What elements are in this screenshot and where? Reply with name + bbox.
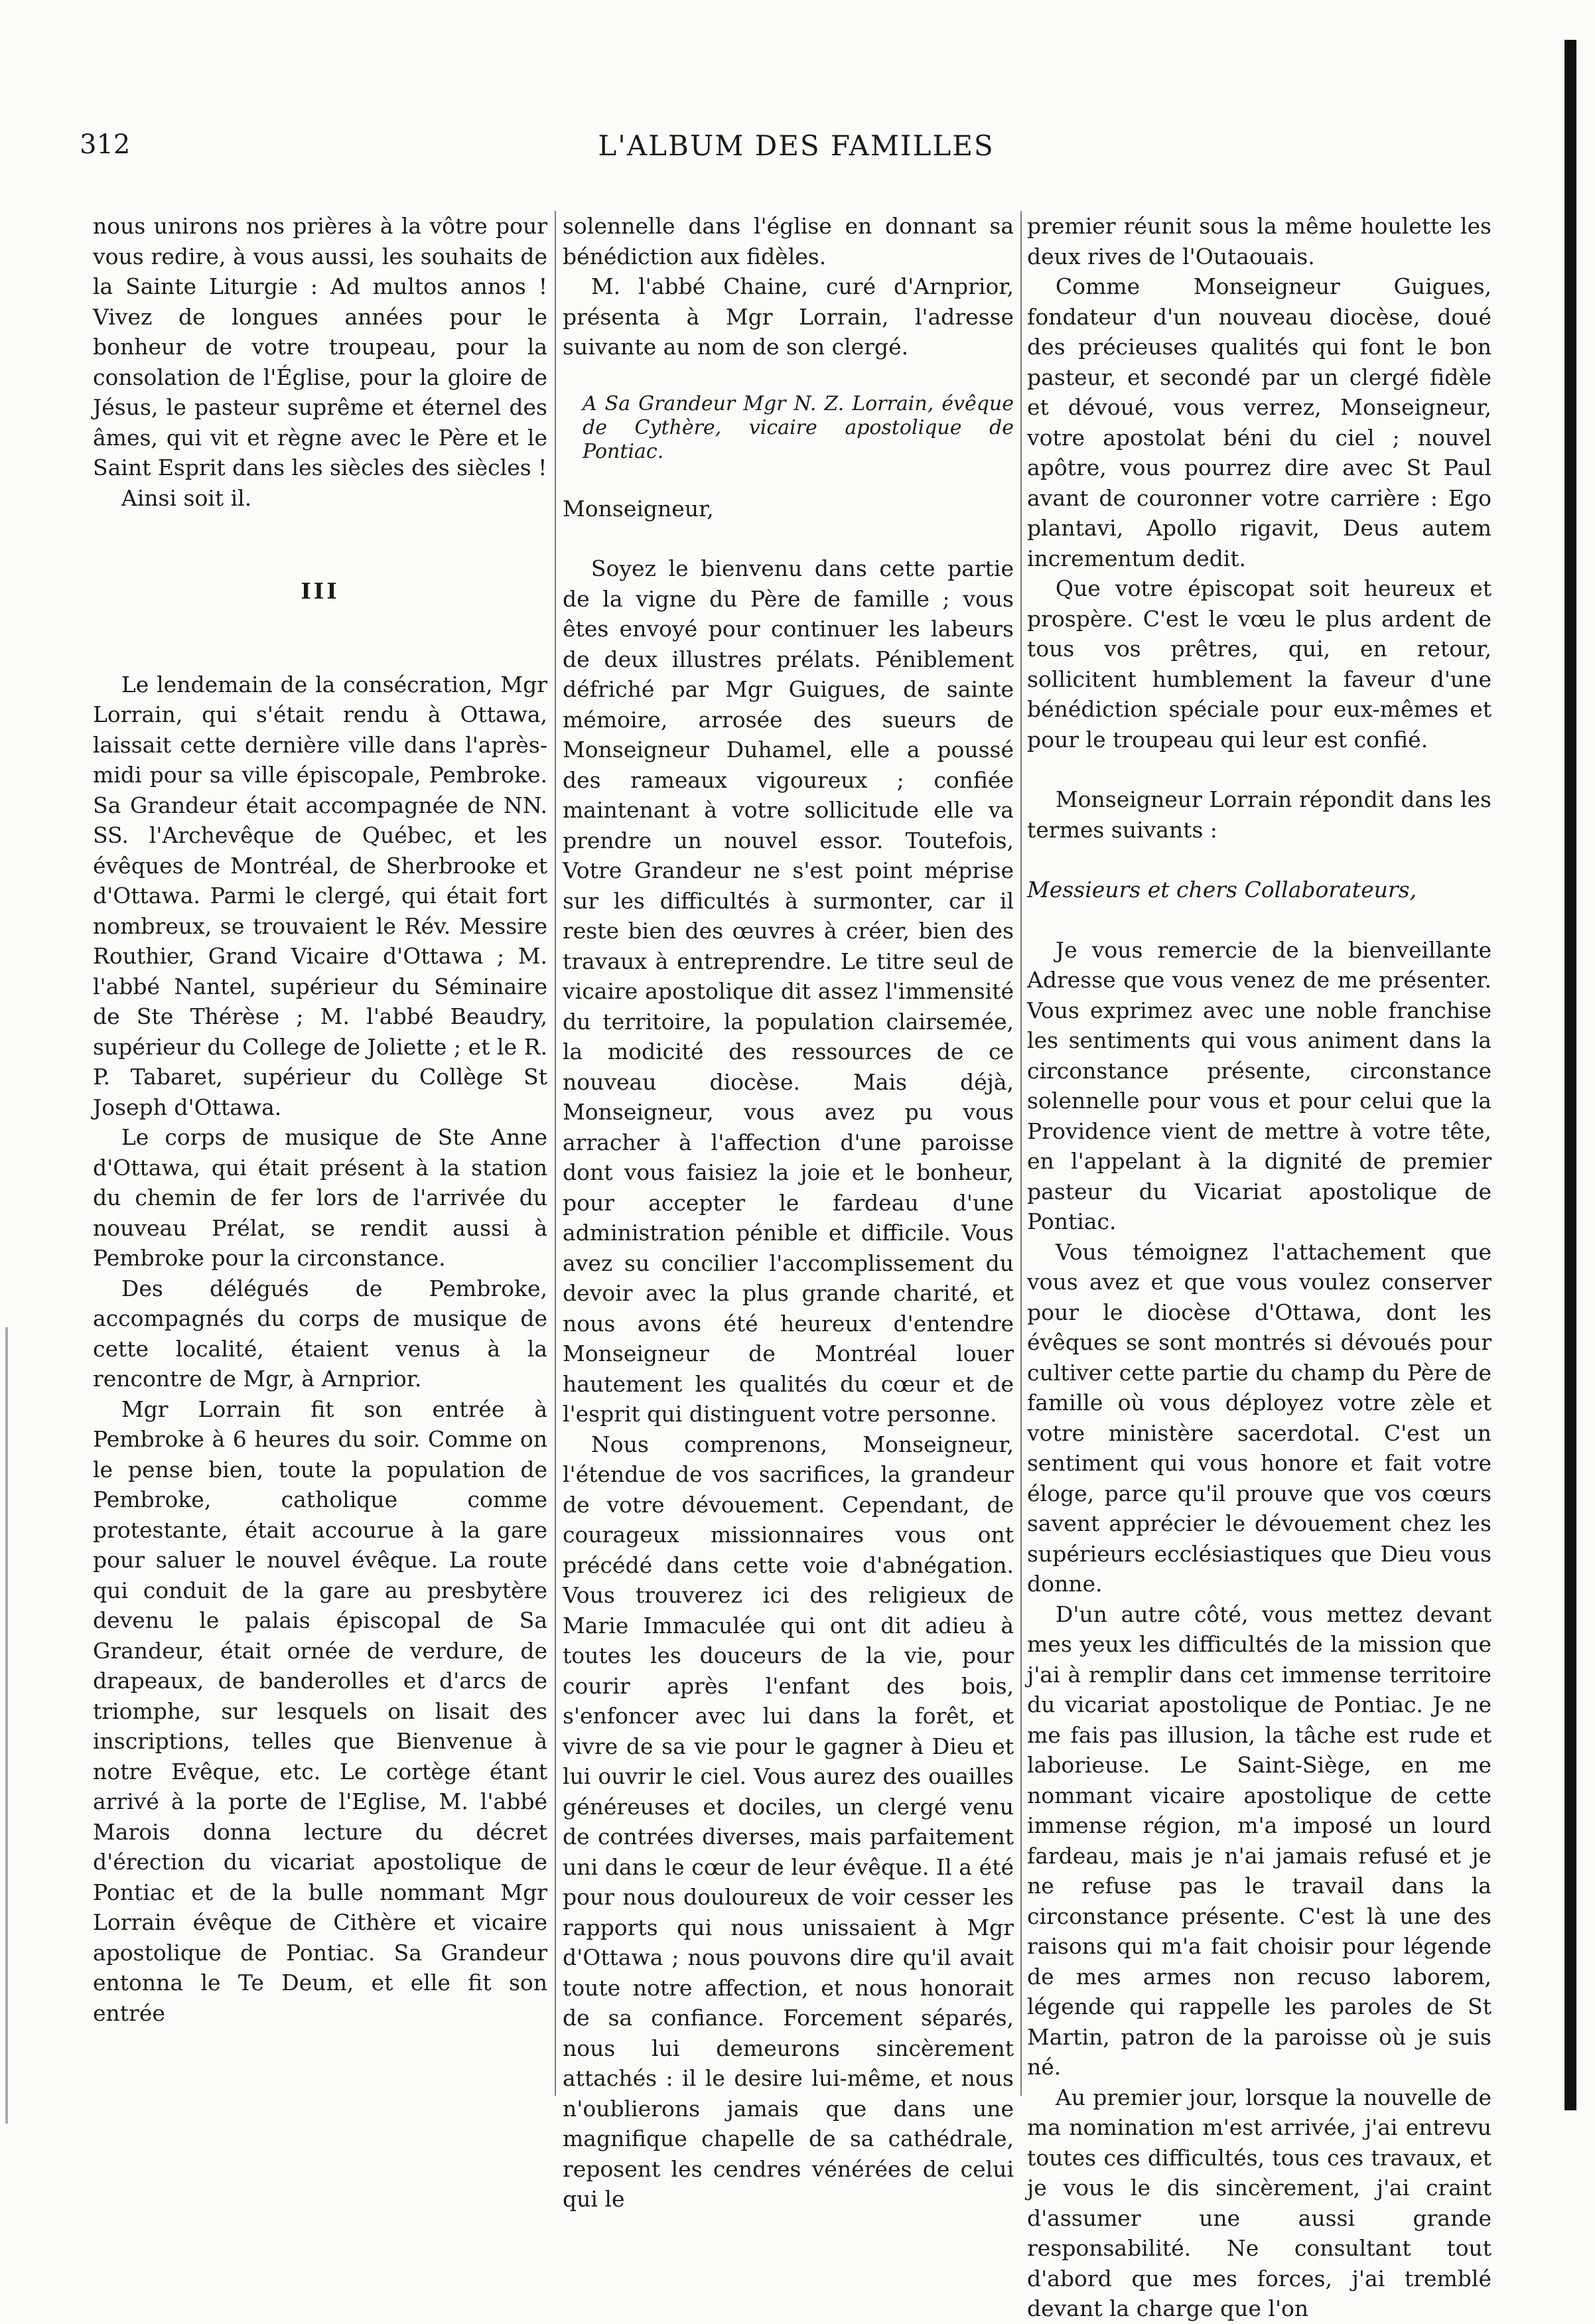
paragraph-gap [563,362,1014,392]
paragraph: Soyez le bienvenu dans cette partie de la vigne du Père de famille ; vous êtes envoyé pour continuer les labeurs de deux illustres prélats. Péniblement défriché par Mgr Guigues, de sainte mémoire, arrosée des sueurs de Monseigneur Duhamel, elle a poussé des rameaux vigoureux ; confiée maintenant à votre sollicitude elle va prendre un nouvel essor. Toutefois, Votre Grandeur ne s'est point méprise sur les difficultés à surmonter, car il reste bien des œuvres à créer, bien des travaux à entreprendre. Le titre seul de vicaire apostolique dit assez l'immensité du territoire, la population clairsemée, la modicité des ressources de ce nouveau diocèse. Mais déjà, Monseigneur, vous avez pu vous arracher à l'affection d'une paroisse dont vous faisiez la joie et le bonheur, pour accepter le fardeau d'une administration pénible et difficile. Vous avez su concilier l'accomplissement du devoir avec la plus grande charité, et nous avons été heureux d'entendre Monseigneur de Montréal louer hautement les qualités du cœur et de l'esprit qui distinguent votre personne. [563,555,1014,1427]
paragraph: Le corps de musique de Ste Anne d'Ottawa, qui était présent à la station du chemin de fer lors de l'arrivée du nouveau Prélat, se rendit aussi à Pembroke pour la circonstance. [93,1124,547,1271]
paragraph: Ainsi soit il. [121,484,252,511]
paragraph: M. l'abbé Chaine, curé d'Arnprior, présenta à Mgr Lorrain, l'adresse suivante au nom de son clergé. [563,273,1014,360]
section-heading: III [301,578,340,604]
text-column-2 [563,211,1014,2212]
column-rule [555,211,556,2096]
paragraph: A Sa Grandeur Mgr N. Z. Lorrain, évêque de Cythère, vicaire apostolique de Pontiac. [583,392,1014,463]
paragraph-gap [93,513,547,576]
paragraph-gap [563,464,1014,494]
paragraph: Messieurs et chers Collaborateurs, [1027,877,1417,903]
paragraph: Au premier jour, lorsque la nouvelle de ma nomination m'est arrivée, j'ai entrevu toutes ces difficultés, tous ces travaux, et je vous le dis sincèrement, j'ai craint d'assumer une aussi grande responsabilité. Ne consultant tout d'abord que mes forces, j'ai tremblé devant la charge que l'on [1027,2084,1491,2321]
paragraph: premier réunit sous la même houlette les deux rives de l'Outaouais. [1027,213,1491,269]
text-column-1 [93,211,547,2096]
paragraph: Le lendemain de la consécration, Mgr Lorrain, qui s'était rendu à Ottawa, laissait cette dernière ville dans l'après-midi pour sa ville épiscopale, Pembroke. Sa Grandeur était accompagnée de NN. SS. l'Archevêque de Québec, et les évêques de Montréal, de Sherbrooke et d'Ottawa. Parmi le clergé, qui était fort nombreux, se trouvaient le Rév. Messire Routhier, Grand Vicaire d'Ottawa ; M. l'abbé Nantel, supérieur du Séminaire de Ste Thérèse ; M. l'abbé Beaudry, supérieur du College de Joliette ; et le R. P. Tabaret, supérieur du Collège St Joseph d'Ottawa. [93,671,547,1120]
paragraph-gap [1027,845,1491,875]
paragraph-gap [563,524,1014,553]
paragraph: Je vous remercie de la bienveillante Adresse que vous venez de me présenter. Vous exprimez avec une noble franchise les sentiments qui vous animent dans la circonstance présente, circonstance solennelle pour vous et pour celui que la Providence vient de mettre à votre tête, en l'appelant à la dignité de premier pasteur du Vicariat apostolique de Pontiac. [1027,936,1491,1234]
text-column-3 [1027,211,1491,2321]
running-title: L'ALBUM DES FAMILLES [598,129,995,162]
page-header [80,129,1513,176]
paragraph: Monseigneur, [563,495,714,522]
paragraph: Vous témoignez l'attachement que vous avez et que vous voulez conserver pour le diocèse d'Ottawa, dont les évêques se sont montrés si dévoués pour cultiver cette partie du champ du Père de famille où vous déployez votre zèle et votre ministère sacerdotal. C'est un sentiment qui vous honore et fait votre éloge, parce qu'il prouve que vos cœurs savent apprécier le dévouement chez les supérieurs ecclésiastiques que Dieu vous donne. [1027,1238,1491,1597]
paragraph: Mgr Lorrain fit son entrée à Pembroke à 6 heures du soir. Comme on le pense bien, toute la population de Pembroke, catholique comme protestante, était accourue à la gare pour saluer le nouvel évêque. La route qui conduit de la gare au presbytère devenu le palais épiscopal de Sa Grandeur, était ornée de verdure, de drapeaux, de banderolles et d'arcs de triomphe, sur lesquels on lisait des inscriptions, telles que Bienvenue à notre Evêque, etc. Le cortège étant arrivé à la porte de l'Eglise, M. l'abbé Marois donna lecture du décret d'érection du vicariat apostolique de Pontiac et de la bulle nommant Mgr Lorrain évêque de Cithère et vicaire apostolique de Pontiac. Sa Grandeur entonna le Te Deum, et elle fit son entrée [93,1396,547,2026]
paragraph-gap [1027,905,1491,935]
paragraph: Comme Monseigneur Guigues, fondateur d'un nouveau diocèse, doué des précieuses qualités qui font le bon pasteur, et secondé par un clergé fidèle et dévoué, vous verrez, Monseigneur, votre apostolat béni du ciel ; nouvel apôtre, vous pourrez dire avec St Paul avant de couronner votre carrière : Ego plantavi, Apollo rigavit, Deus autem incrementum dedit. [1027,273,1491,571]
column-rule [1020,211,1022,2096]
paragraph: D'un autre côté, vous mettez devant mes yeux les difficultés de la mission que j'ai à remplir dans cet immense territoire du vicariat apostolique de Pontiac. Je ne me fais pas illusion, la tâche est rude et laborieuse. Le Saint-Siège, en me nommant vicaire apostolique de cette immense région, m'a imposé un lourd fardeau, mais je n'ai jamais refusé et je ne refuse pas le travail dans la circonstance présente. C'est là une des raisons qui m'a fait choisir pour légende de mes armes non recuso laborem, légende qui rappelle les paroles de St Martin, patron de la paroisse où je suis né. [1027,1601,1491,2080]
paragraph: nous unirons nos prières à la vôtre pour vous redire, à vous aussi, les souhaits de la Sainte Liturgie : Ad multos annos ! Vivez de longues années pour le bonheur de votre troupeau, pour la consolation de l'Église, pour la gloire de Jésus, le pasteur suprême et éternel des âmes, qui vit et règne avec le Père et le Saint Esprit dans les siècles des siècles ! [93,213,547,480]
page-number: 312 [80,129,131,160]
paragraph: Nous comprenons, Monseigneur, l'étendue de vos sacrifices, la grandeur de votre dévouement. Cependant, de courageux missionnaires vous ont précédé dans cette voie d'abnégation. Vous trouverez ici des religieux de Marie Immaculée qui ont dit adieu à toutes les douceurs de la vie, pour courir après l'enfant des bois, s'enfoncer avec lui dans la forêt, et vivre de sa vie pour le gagner à Dieu et lui ouvrir le ciel. Vous aurez des ouailles généreuses et dociles, un clergé venu de contrées diverses, mais parfaitement uni dans le cœur de leur évêque. Il a été pour nous douloureux de voir cesser les rapports qui nous unissaient à Mgr d'Ottawa ; nous pouvons dire qu'il avait toute notre affection, et nous honorait de sa confiance. Forcement séparés, nous lui demeurons sincèrement attachés : il le desire lui-même, et nous n'oublierons jamais que dans une magnifique chapelle de sa cathédrale, reposent les cendres vénérées de celui qui le [563,1431,1014,2212]
scan-edge-bar [1564,40,1576,2110]
paragraph: Que votre épiscopat soit heureux et prospère. C'est le vœu le plus ardent de tous vos prêtres, qui, en retour, sollicitent humblement la faveur d'une bénédiction spéciale pour eux-mêmes et pour le troupeau qui leur est confié. [1027,575,1491,753]
scan-edge-mark [5,1327,8,2124]
paragraph: solennelle dans l'église en donnant sa bénédiction aux fidèles. [563,213,1014,269]
paragraph-gap [1027,755,1491,784]
paragraph: Des délégués de Pembroke, accompagnés du corps de musique de cette localité, étaient venus à la rencontre de Mgr, à Arnprior. [93,1275,547,1392]
paragraph: Monseigneur Lorrain répondit dans les termes suivants : [1027,786,1491,843]
paragraph-gap [93,607,547,670]
